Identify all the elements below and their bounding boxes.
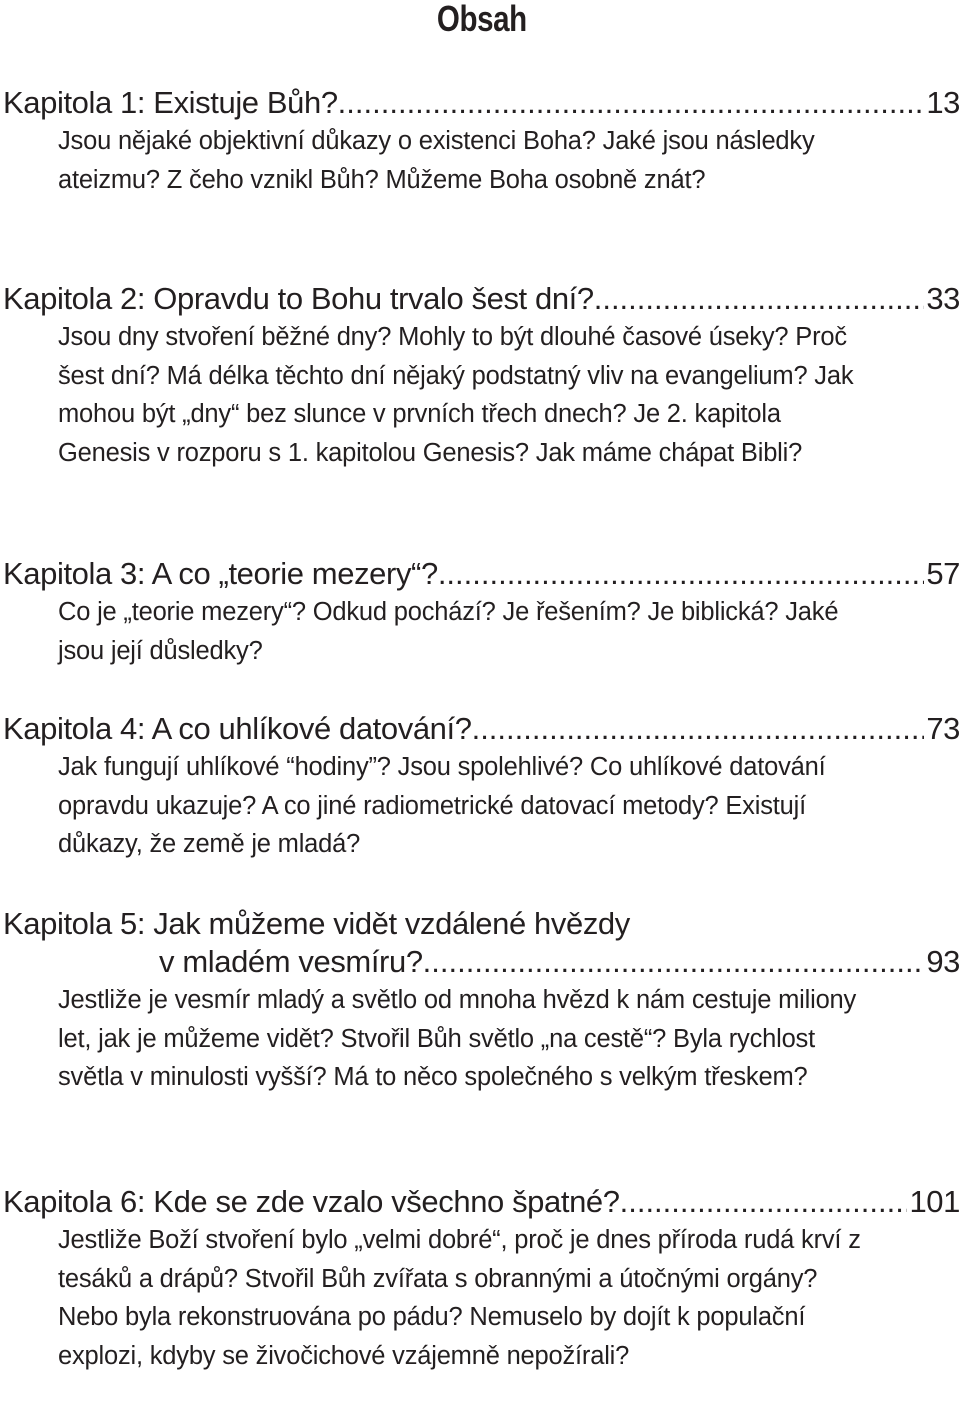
page-number: 101 (909, 1184, 960, 1219)
page-number: 33 (926, 281, 960, 316)
chapter-title: Kapitola 1: Existuje Bůh? (3, 85, 338, 120)
chapter-heading[interactable] (0, 84, 960, 122)
chapter-title: Kapitola 4: A co uhlíkové datování? (3, 711, 472, 746)
chapter-heading[interactable] (0, 905, 960, 981)
chapter-heading[interactable] (0, 555, 960, 593)
chapter-summary: Jsou dny stvoření běžné dny? Mohly to být dlouhé časové úseky? Proč šest dní? Má délka těchto dní nějaký podstatný vliv na evangelium? Jak mohou být „dny“ bez slunce v prvních třech dnech? Je 2. kapitola Genesis v rozporu s 1. kapitolou Genesis? Jak máme chápat Bibli? (58, 323, 854, 467)
toc-entry-chapter-5 (0, 905, 960, 1097)
chapter-summary: Jak fungují uhlíkové “hodiny”? Jsou spolehlivé? Co uhlíkové datování opravdu ukazuje? A co jiné radiometrické datovací metody? Existují důkazy, že země je mladá? (58, 753, 826, 858)
dot-leader (338, 84, 925, 122)
chapter-heading[interactable] (0, 1183, 960, 1221)
chapter-heading[interactable] (0, 710, 960, 748)
page-number: 73 (926, 711, 960, 746)
chapter-title: Kapitola 6: Kde se zde vzalo všechno špatné? (3, 1184, 620, 1219)
dot-leader (594, 280, 925, 318)
chapter-summary: Jsou nějaké objektivní důkazy o existenci Boha? Jaké jsou následky ateizmu? Z čeho vznikl Bůh? Můžeme Boha osobně znát? (58, 127, 815, 194)
chapter-summary: Co je „teorie mezery“? Odkud pochází? Je řešením? Je biblická? Jaké jsou její důsledky? (58, 598, 839, 665)
chapter-summary: Jestliže Boží stvoření bylo „velmi dobré“, proč je dnes příroda rudá krví z tesáků a drápů? Stvořil Bůh zvířata s obrannými a útočnými orgány? Nebo byla rekonstruována po pádu? Nemuselo by dojít k populační explozi, kdyby se živočichové vzájemně nepožírali? (58, 1226, 861, 1370)
chapter-title: Kapitola 5: Jak můžeme vidět vzdálené hvězdy (3, 906, 630, 941)
toc-entry-chapter-3 (0, 555, 960, 670)
chapter-title-continued: v mladém vesmíru? (159, 944, 423, 979)
dot-leader (438, 555, 925, 593)
toc-entry-chapter-4 (0, 710, 960, 864)
chapter-heading[interactable] (0, 280, 960, 318)
dot-leader (620, 1183, 908, 1221)
page-number: 13 (926, 85, 960, 120)
dot-leader (472, 710, 925, 748)
page-number: 93 (926, 944, 960, 979)
page-number: 57 (926, 556, 960, 591)
chapter-title: Kapitola 3: A co „teorie mezery“? (3, 556, 438, 591)
toc-entry-chapter-1 (0, 84, 960, 199)
toc-entry-chapter-6 (0, 1183, 960, 1375)
toc-entry-chapter-2 (0, 280, 960, 472)
chapter-summary: Jestliže je vesmír mladý a světlo od mnoha hvězd k nám cestuje miliony let, jak je můžeme vidět? Stvořil Bůh světlo „na cestě“? Byla rychlost světla v minulosti vyšší? Má to něco společného s velkým třeskem? (58, 986, 857, 1091)
dot-leader (423, 943, 925, 981)
chapter-title: Kapitola 2: Opravdu to Bohu trvalo šest dní? (3, 281, 594, 316)
page-title: Obsah (436, 0, 527, 39)
